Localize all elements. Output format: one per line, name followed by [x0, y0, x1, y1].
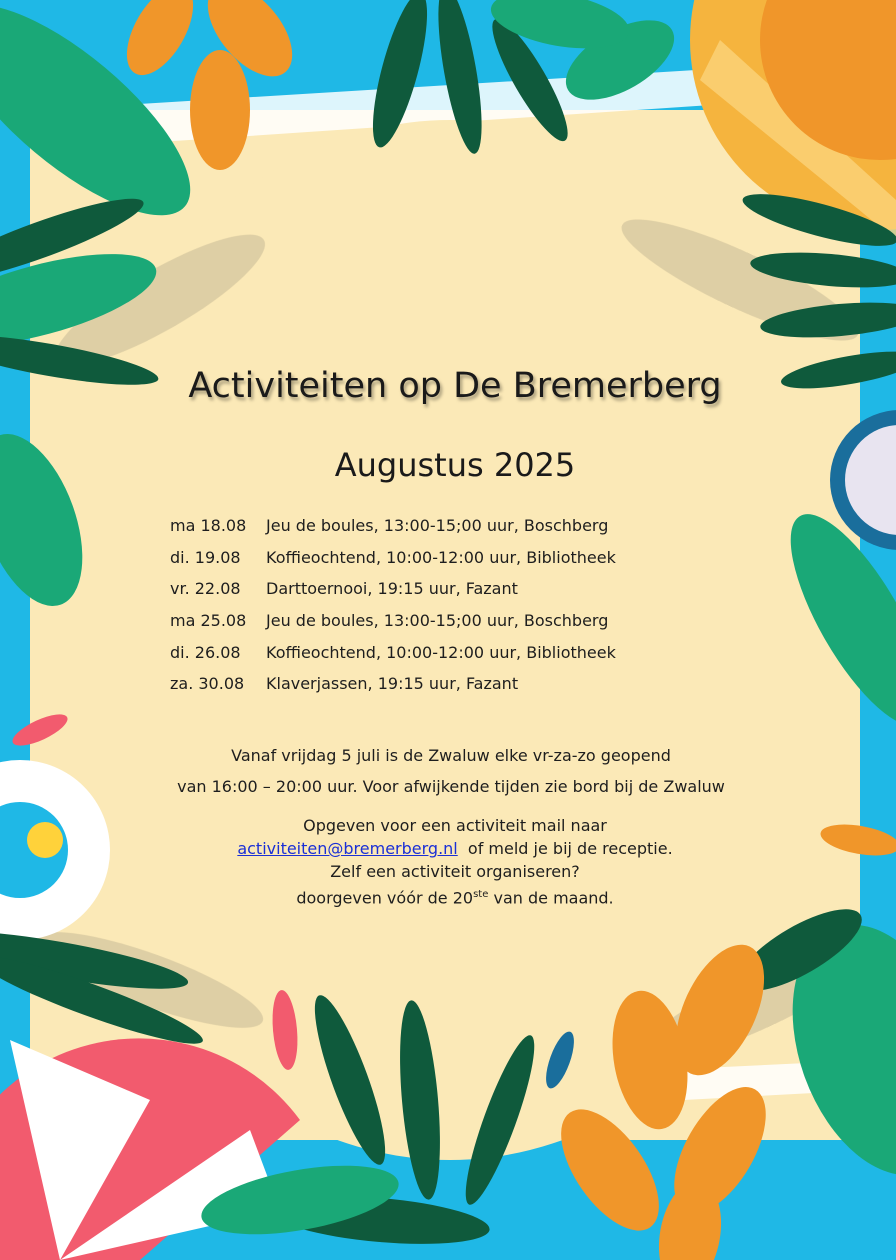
signup-info: [0, 814, 896, 909]
schedule-activity: Klaverjassen, 19:15 uur, Fazant: [266, 674, 519, 694]
schedule-date: za. 30.08: [170, 674, 245, 694]
schedule-row: [170, 510, 730, 542]
schedule-activity: Koffieochtend, 10:00-12:00 uur, Bibliotheek: [266, 642, 616, 662]
signup-line: Zelf een activiteit organiseren?: [330, 862, 580, 881]
schedule-activity: Jeu de boules, 13:00-15;00 uur, Boschberg: [266, 611, 609, 631]
schedule-date: di. 19.08: [170, 547, 241, 567]
signup-text: of meld je bij de receptie.: [457, 839, 673, 858]
signup-line: Opgeven voor een activiteit mail naar: [303, 816, 607, 835]
schedule-date: di. 26.08: [170, 642, 241, 662]
schedule-row: [170, 668, 730, 700]
deadline-text: doorgeven vóór de 20: [296, 888, 474, 908]
month-heading: Augustus 2025: [334, 446, 576, 484]
signup-line: [0, 883, 896, 909]
ordinal-suffix: ste: [473, 889, 489, 900]
schedule-row: [170, 573, 730, 605]
signup-line: [0, 837, 896, 860]
notice-line: van 16:00 – 20:00 uur. Voor afwijkende tijden zie bord bij de Zwaluw: [177, 777, 725, 796]
schedule-date: ma 25.08: [170, 611, 247, 631]
notice-line: Vanaf vrijdag 5 juli is de Zwaluw elke vr-za-zo geopend: [231, 746, 671, 765]
schedule-date: ma 18.08: [170, 516, 247, 536]
schedule-row: [170, 636, 730, 668]
schedule-activity: Darttoernooi, 19:15 uur, Fazant: [266, 579, 518, 599]
deadline-text-end: van de maand.: [488, 888, 614, 908]
activity-schedule: [170, 510, 730, 700]
schedule-activity: Jeu de boules, 13:00-15;00 uur, Boschberg: [266, 516, 609, 536]
schedule-row: [170, 605, 730, 637]
opening-hours-notice: [0, 740, 896, 802]
flyer-title: Activiteiten op De Bremerberg: [188, 366, 722, 406]
email-link[interactable]: activiteiten@bremerberg.nl: [237, 839, 458, 858]
schedule-activity: Koffieochtend, 10:00-12:00 uur, Bibliotheek: [266, 547, 616, 567]
schedule-row: [170, 542, 730, 574]
schedule-date: vr. 22.08: [170, 579, 241, 599]
